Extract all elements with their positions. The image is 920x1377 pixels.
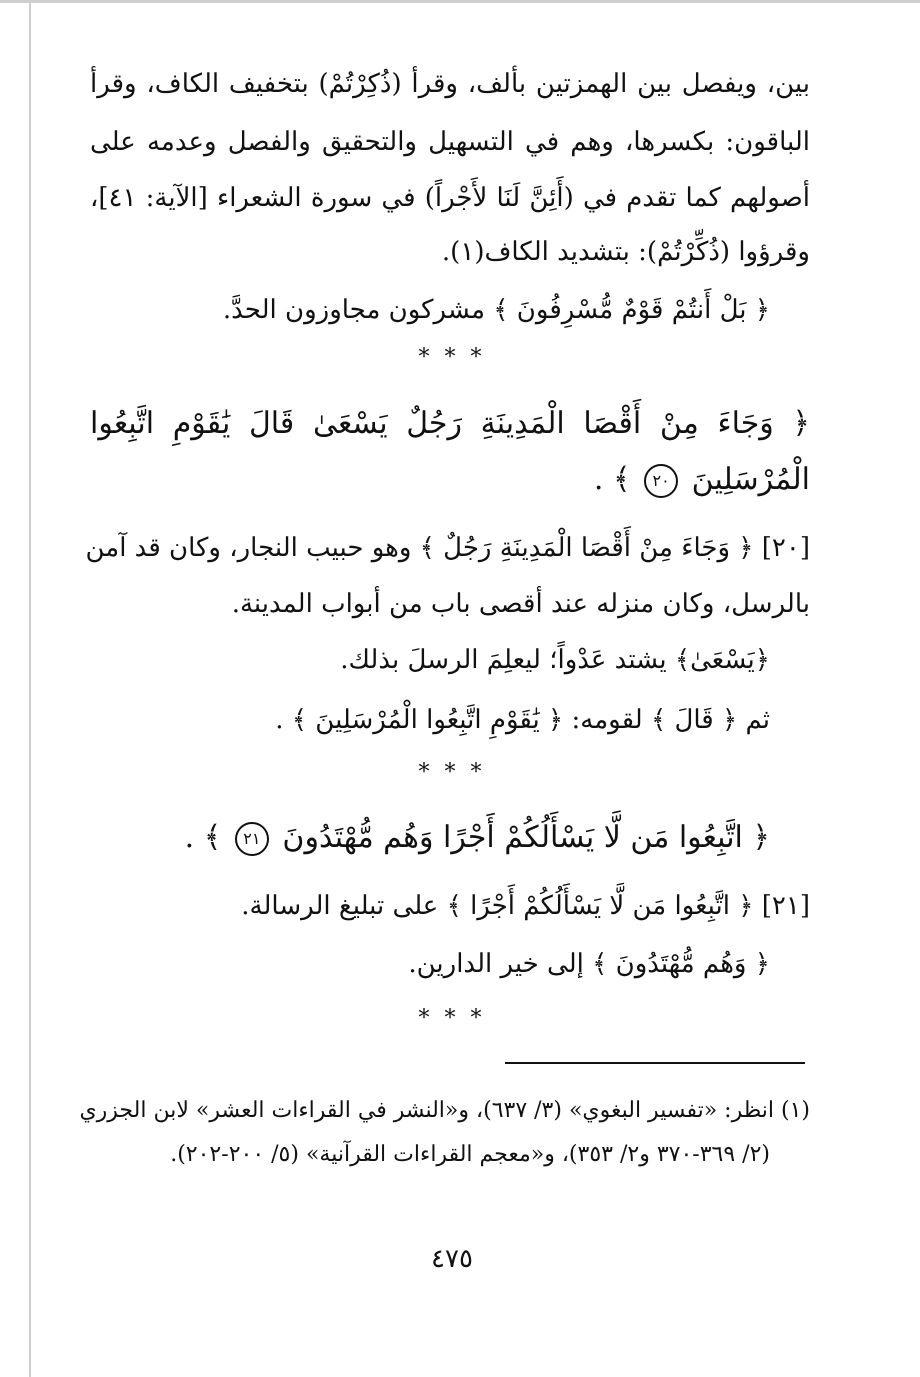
verse-20-text-end: الْمُرْسَلِينَ <box>691 462 810 497</box>
page-edge-top <box>0 0 920 3</box>
commentary-20-line-4: ثم ﴿ قَالَ ﴾ لقومه: ﴿ يَٰقَوْمِ اتَّبِعُوا الْمُرْسَلِينَ ﴾ . <box>275 705 770 735</box>
verse-20-close: ﴾ . <box>593 462 631 497</box>
commentary-20-line-3: ﴿يَسْعَىٰ﴾ يشتد عَدْواً؛ ليعلِمَ الرسلَ بذلك. <box>340 645 770 675</box>
section-separator: * * * <box>418 760 486 785</box>
verse-commentary-line: ﴿ بَلْ أَنتُمْ قَوْمٌ مُّسْرِفُونَ ﴾ مشركون مجاوزون الحدَّ. <box>222 295 770 325</box>
verse-21-text: ﴿ اتَّبِعُوا مَن لَّا يَسْأَلُكُمْ أَجْرًا وَهُم مُّهْتَدُونَ <box>282 820 770 855</box>
ayah-number-20: ٢٠ <box>644 464 678 498</box>
body-line-1: بين، ويفصل بين الهمزتين بألف، وقرأ (ذُكِرْتُمْ) بتخفيف الكاف، وقرأ <box>90 69 810 99</box>
footnote-line-1: (١) انظر: «تفسير البغوي» (٣/ ٦٣٧)، و«النشر في القراءات العشر» لابن الجزري <box>79 1098 810 1123</box>
verse-20-line-1: ﴿ وَجَاءَ مِنْ أَقْصَا الْمَدِينَةِ رَجُلٌ يَسْعَىٰ قَالَ يَٰقَوْمِ اتَّبِعُوا <box>90 406 810 441</box>
commentary-20-line-2: بالرسل، وكان منزله عند أقصى باب من أبواب المدينة. <box>231 589 810 619</box>
commentary-20-line-1: [٢٠] ﴿ وَجَاءَ مِنْ أَقْصَا الْمَدِينَةِ رَجُلٌ ﴾ وهو حبيب النجار، وكان قد آمن <box>85 533 810 563</box>
ayah-number-21: ٢١ <box>235 822 269 856</box>
footnote-line-2: (٢/ ٣٦٩-٣٧٠ و٢/ ٣٥٣)، و«معجم القراءات القرآنية» (٥/ ٢٠٠-٢٠٢). <box>170 1142 770 1167</box>
body-line-3: أصولهم كما تقدم في (أَئِنَّ لَنَا لأَجْراً) في سورة الشعراء [الآية: ٤١]، <box>90 183 810 213</box>
section-separator: * * * <box>418 345 486 370</box>
commentary-21-line-1: [٢١] ﴿ اتَّبِعُوا مَن لَّا يَسْأَلُكُمْ أَجْرًا ﴾ على تبليغ الرسالة. <box>241 891 810 921</box>
section-separator: * * * <box>418 1006 486 1031</box>
body-line-4: وقرؤوا (ذُكِّرْتُمْ): بتشديد الكاف(١). <box>441 237 810 267</box>
page-edge-left <box>29 0 31 1377</box>
verse-21-close: ﴾ . <box>184 820 222 855</box>
footnote-rule <box>505 1062 805 1064</box>
verse-21-line <box>90 818 770 858</box>
page-number: ٤٧٥ <box>431 1244 473 1274</box>
verse-20-line-2 <box>90 460 810 500</box>
commentary-21-line-2: ﴿ وَهُم مُّهْتَدُونَ ﴾ إلى خير الدارين. <box>408 949 770 979</box>
body-line-2: الباقون: بكسرها، وهم في التسهيل والتحقيق والفصل وعدمه على <box>90 127 810 157</box>
